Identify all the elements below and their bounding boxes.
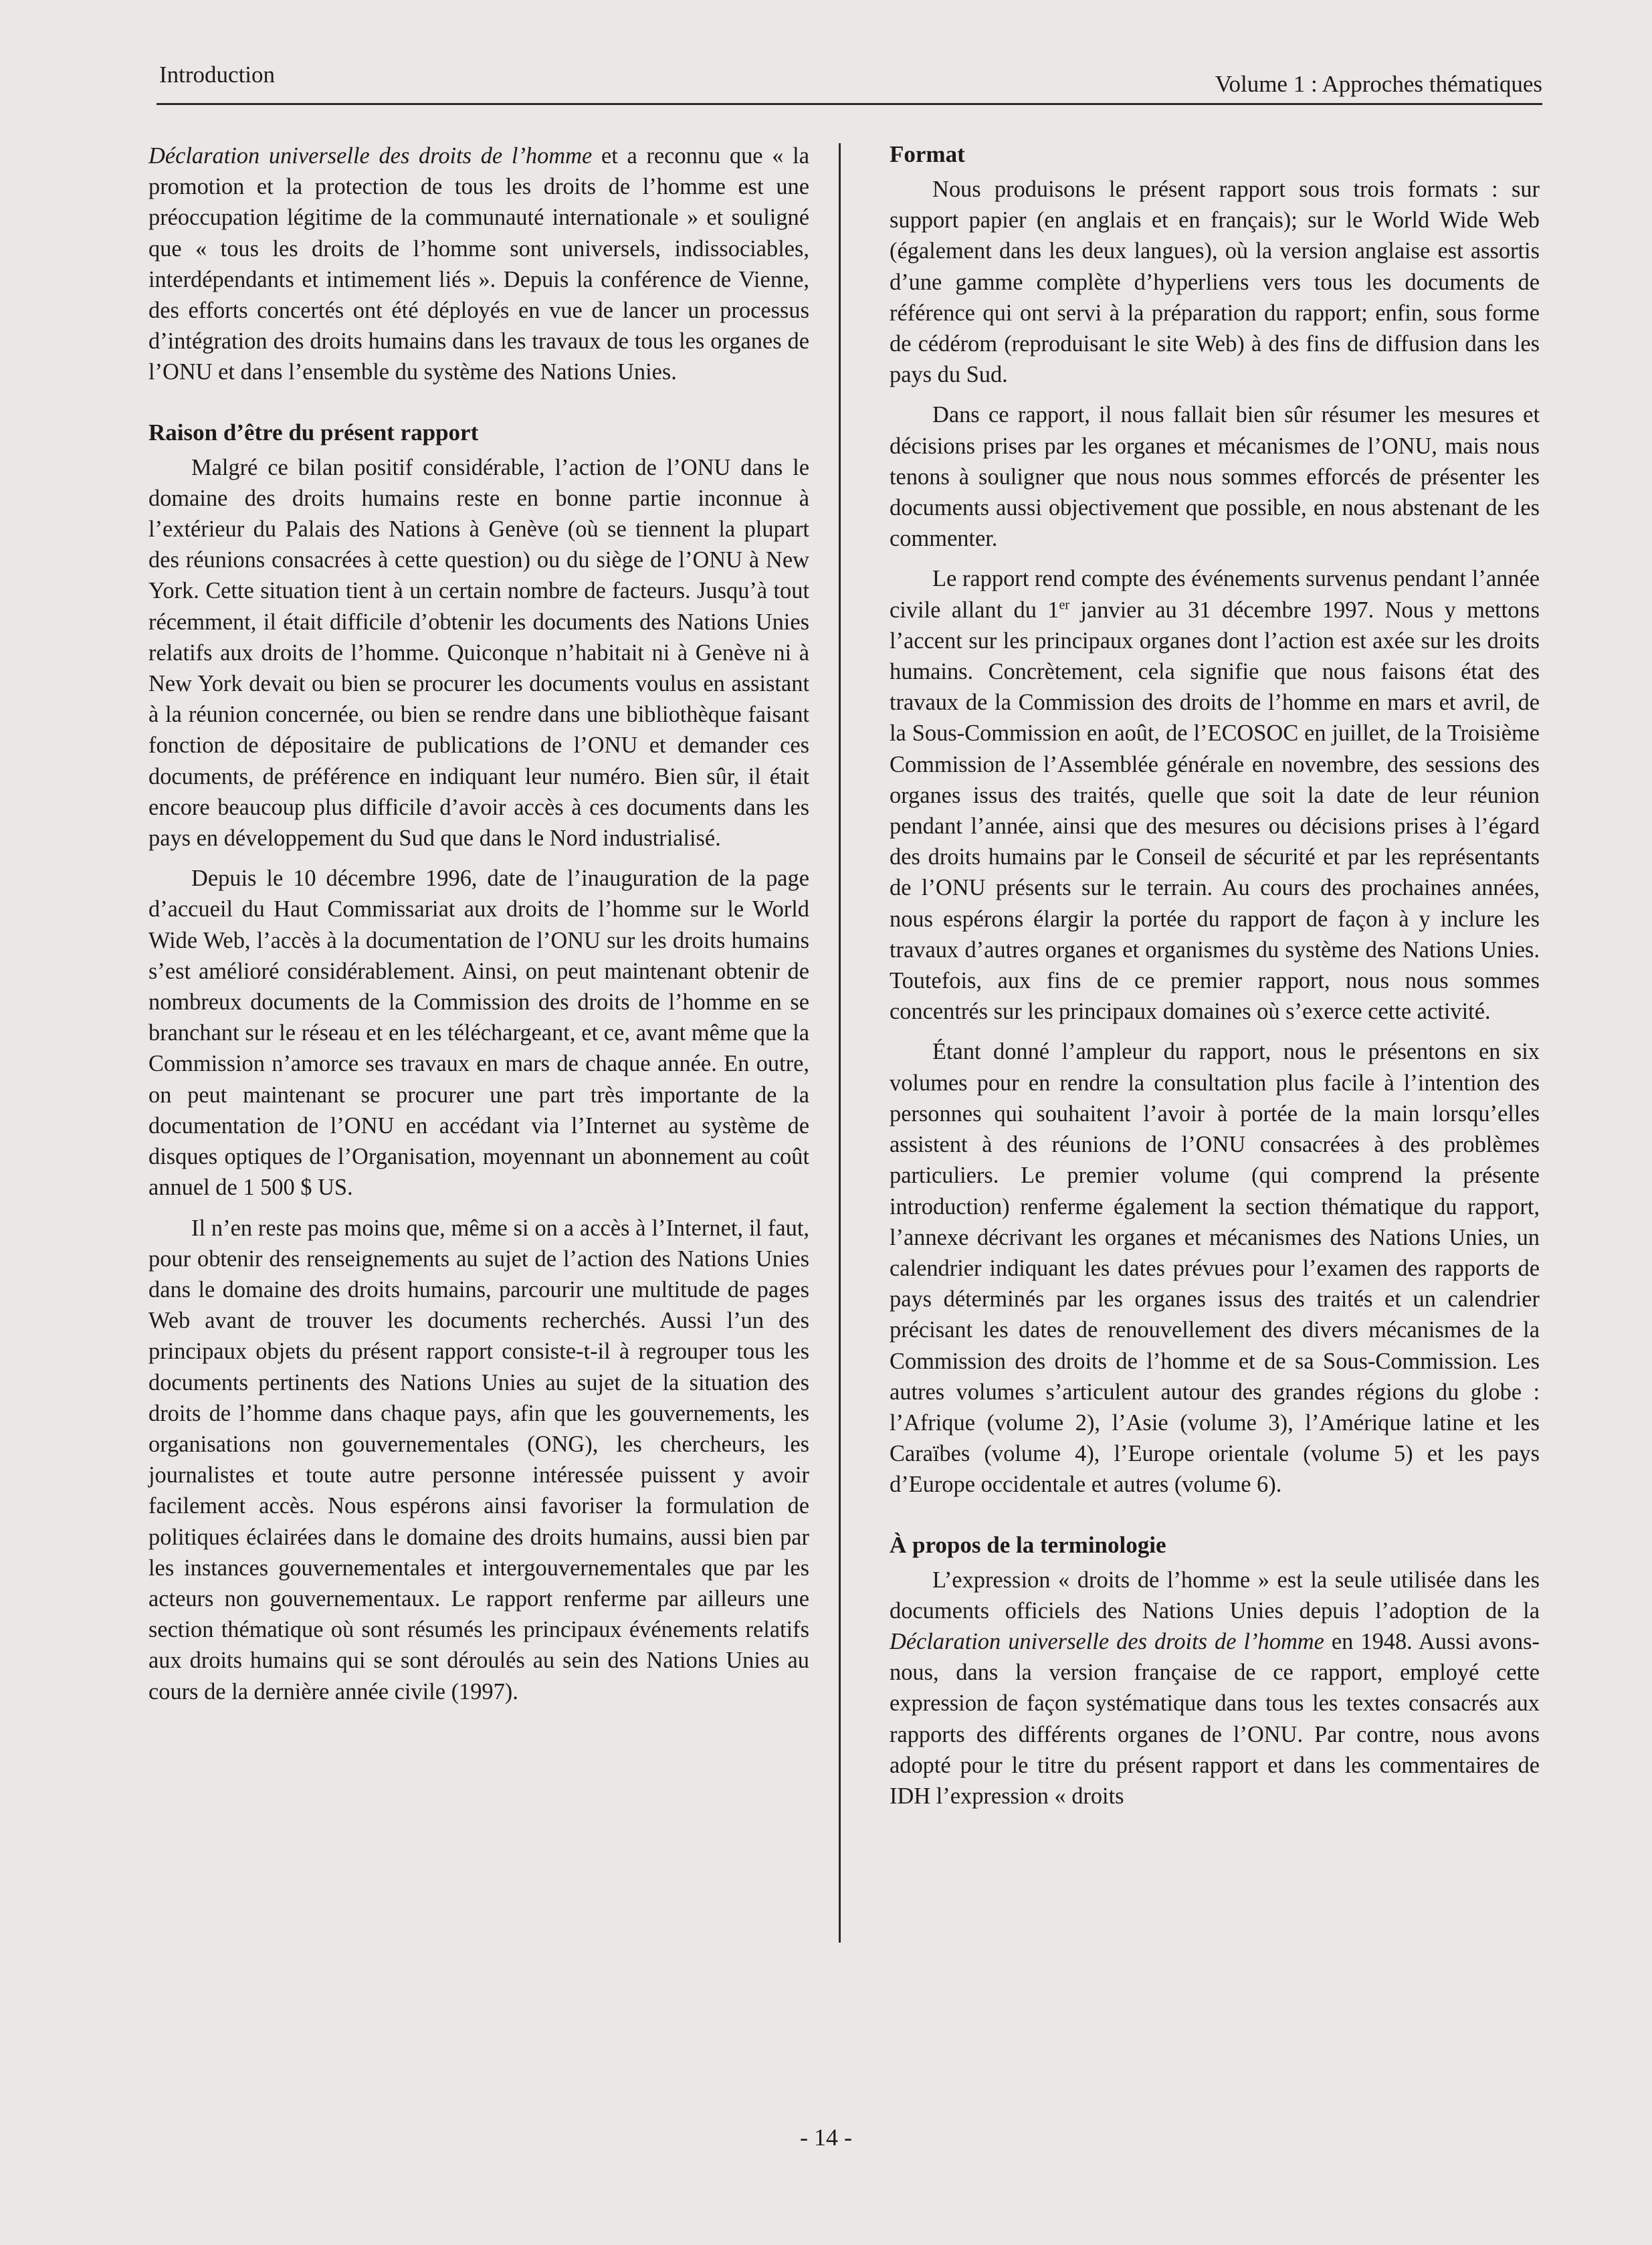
section-heading-terminologie: À propos de la terminologie: [890, 1531, 1166, 1558]
paragraph-text: Le rapport rend compte des événements survenus pendant l’année civile allant du 1: [890, 566, 1540, 623]
superscript-er: er: [1059, 597, 1070, 613]
paragraph-depuis: Depuis le 10 décembre 1996, date de l’inauguration de la page d’accueil du Haut Commissariat aux droits de l’homme sur le World Wide Web, l’accès à la documentation de l’ONU sur les droits humains s’est amélioré considérablement. Ainsi, on peut maintenant obtenir de nombreux documents de la Commission des droits de l’homme en se branchant sur le réseau et en les téléchargeant, et ce, avant même que la Commission n’amorce ses travaux en mars de chaque année. En outre, on peut maintenant se procurer une part très importante de la documentation de l’ONU en accédant via l’Internet au système de disques optiques de l’Organisation, moyennant un abonnement au coût annuel de 1 500 $ US.: [148, 866, 809, 1201]
section-heading-raison-detre: Raison d’être du présent rapport: [148, 419, 479, 446]
paragraph-text: L’expression « droits de l’homme » est la seule utilisée dans les documents officiels des Nations Unies depuis l’adoption de la: [890, 1567, 1540, 1624]
paragraph-formats: Nous produisons le présent rapport sous trois formats : sur support papier (en anglais et en français); sur le World Wide Web (également dans les deux langues), où la version anglaise est assortis d’une gamme complète d’hyperliens vers tous les documents de référence qui ont servi à la préparation du rapport; enfin, sous forme de cédérom (reproduisant le site Web) à des fins de diffusion dans les pays du Sud.: [890, 177, 1540, 388]
paragraph-text: et a reconnu que « la promotion et la protection de tous les droits de l’homme est une préoccupation légitime de la communauté internationale » et souligné que « tous les droits de l’homme sont universels, indissociables, interdépendants et intimement liés ». Depuis la conférence de Vienne, des efforts concertés ont été déployés en vue de lancer un processus d’intégration des droits humains dans les travaux de tous les organes de l’ONU et dans l’ensemble du système des Nations Unies.: [148, 143, 809, 385]
paragraph-il-nen-reste: Il n’en reste pas moins que, même si on a accès à l’Internet, il faut, pour obtenir des renseignements au sujet de l’action des Nations Unies dans le domaine des droits humains, parcourir une multitude de pages Web avant de trouver les documents recherchés. Aussi l’un des principaux objets du présent rapport consiste-t-il à regrouper tous les documents pertinents des Nations Unies au sujet de la situation des droits de l’homme dans chaque pays, afin que les gouvernements, les organisations non gouvernementales (ONG), les chercheurs, les journalistes et toute autre personne intéressée puissent y avoir facilement accès. Nous espérons ainsi favoriser la formulation de politiques éclairées dans le domaine des droits humains, aussi bien par les instances gouvernementales et intergouvernementales que par les acteurs non gouvernementaux. Le rapport renferme par ailleurs une section thématique où sont résumés les principaux événements relatifs aux droits humains qui se sont déroulés au sein des Nations Unies au cours de la dernière année civile (1997).: [148, 1215, 809, 1704]
paragraph-malgre: Malgré ce bilan positif considérable, l’action de l’ONU dans le domaine des droits humains reste en bonne partie inconnue à l’extérieur du Palais des Nations à Genève (où se tiennent la plupart des réunions consacrées à cette question) ou du siège de l’ONU à New York. Cette situation tient à un certain nombre de facteurs. Jusqu’à tout récemment, il était difficile d’obtenir les documents des Nations Unies relatifs aux droits de l’homme. Quiconque n’habitait ni à Genève ni à New York devait ou bien se procurer les documents voulus en assistant à la réunion concernée, ou bien se rendre dans une bibliothèque faisant fonction de dépositaire de publications de l’ONU et demander ces documents, de préférence en indiquant leur numéro. Bien sûr, il était encore beaucoup plus difficile d’avoir accès à ces documents dans les pays en développement du Sud que dans le Nord industrialisé.: [148, 454, 809, 852]
declaration-title-italic: Déclaration universelle des droits de l’homme: [890, 1628, 1324, 1654]
header-volume-title: Volume 1 : Approches thématiques: [1215, 71, 1542, 97]
right-column: [890, 139, 1540, 1821]
page-number: - 14 -: [800, 2124, 852, 2151]
running-header: [157, 62, 1542, 105]
paragraph-expression: [890, 1565, 1540, 1812]
section-heading-format: Format: [890, 141, 965, 167]
paragraph-resumer: Dans ce rapport, il nous fallait bien sûr résumer les mesures et décisions prises par les organes et mécanismes de l’ONU, mais nous tenons à souligner que nous nous sommes efforcés de présenter les documents aussi objectivement que possible, en nous abstenant de les commenter.: [890, 402, 1540, 552]
paragraph-declaration: [148, 140, 809, 388]
paragraph-text: en 1948. Aussi avons-nous, dans la version française de ce rapport, employé cette expression de façon systématique dans tous les textes consacrés aux rapports des différents organes de l’ONU. Par contre, nous avons adopté pour le titre du présent rapport et dans les commentaires de IDH l’expression « droits: [890, 1628, 1540, 1809]
header-section-title: Introduction: [159, 62, 276, 88]
paragraph-text: janvier au 31 décembre 1997. Nous y mettons l’accent sur les principaux organes dont l’action est axée sur les droits humains. Concrètement, cela signifie que nous faisons état des travaux de la Commission des droits de l’homme en mars et avril, de la Sous-Commission en août, de l’ECOSOC en juillet, de la Troisième Commission de l’Assemblée générale en novembre, des sessions des organes issus des traités, quelle que soit la date de leur réunion pendant l’année, ainsi que des mesures ou décisions prises à l’égard des droits humains par le Conseil de sécurité et par les représentants de l’ONU présents sur le terrain. Au cours des prochaines années, nous espérons élargir la portée du rapport de façon à y inclure les travaux d’autres organes et organismes du système des Nations Unies. Toutefois, aux fins de ce premier rapport, nous nous sommes concentrés sur les principaux domaines où s’exerce cette activité.: [890, 597, 1540, 1025]
declaration-title-italic: Déclaration universelle des droits de l’homme: [148, 143, 593, 169]
left-column: [148, 140, 809, 1717]
paragraph-annee-civile: [890, 563, 1540, 1027]
column-divider: [839, 143, 841, 1943]
paragraph-six-volumes: Étant donné l’ampleur du rapport, nous le présentons en six volumes pour en rendre la consultation plus facile à l’intention des personnes qui souhaitent l’avoir à portée de la main lorsqu’elles assistent à des réunions de l’ONU consacrées à des problèmes particuliers. Le premier volume (qui comprend la présente introduction) renferme également la section thématique du rapport, l’annexe décrivant les organes et mécanismes des Nations Unies, un calendrier indiquant les dates prévues pour l’examen des rapports de pays déterminés par les organes issus des traités et un calendrier précisant les dates de renouvellement des divers mécanismes de la Commission des droits de l’homme et de sa Sous-Commission. Les autres volumes s’articulent autour des grandes régions du globe : l’Afrique (volume 2), l’Asie (volume 3), l’Amérique latine et les Caraïbes (volume 4), l’Europe orientale (volume 5) et les pays d’Europe occidentale et autres (volume 6).: [890, 1039, 1540, 1498]
